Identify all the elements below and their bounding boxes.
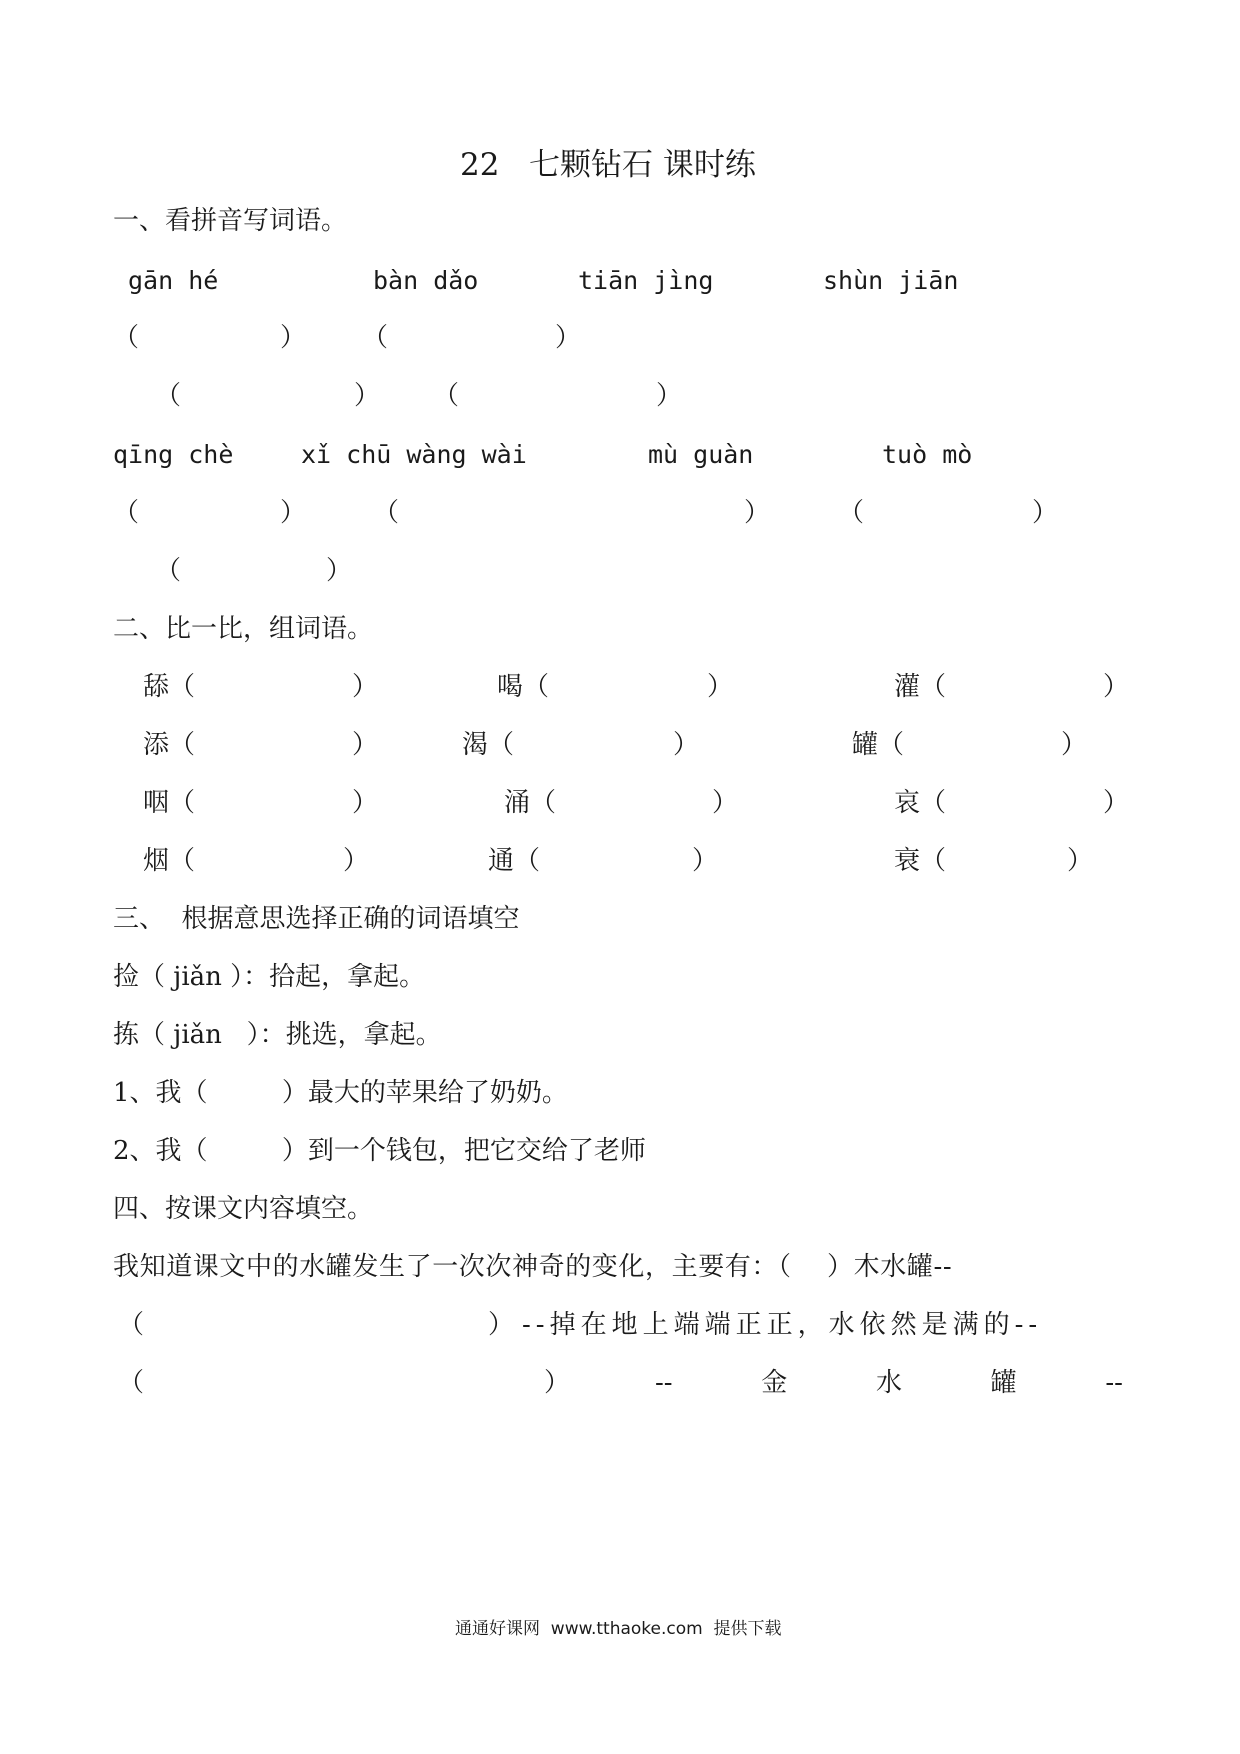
answer-blank-close: ）: [1061, 730, 1088, 760]
answer-blank-close: ）: [1103, 672, 1130, 702]
answer-blank-close: ）: [488, 1310, 515, 1340]
answer-blank[interactable]: （: [155, 381, 182, 411]
compare-char: 喝（: [497, 672, 550, 702]
answer-blank-close: ）: [1032, 498, 1059, 528]
footer-source: 通通好课网 www.tthaoke.com 提供下载: [455, 1619, 782, 1639]
answer-blank[interactable]: （: [155, 556, 182, 586]
answer-blank[interactable]: （: [113, 323, 140, 353]
answer-blank-close: ）: [555, 323, 582, 353]
pinyin-qing-che: qīng chè: [113, 440, 234, 469]
pinyin-xi-chu-wang-wai: xǐ chū wàng wài: [301, 440, 527, 469]
answer-blank[interactable]: （: [433, 381, 460, 411]
pinyin-shun-jian: shùn jiān: [823, 266, 959, 295]
answer-blank-close: ）: [343, 846, 370, 876]
answer-blank-close: ）: [280, 498, 307, 528]
compare-char: 舔（: [143, 672, 196, 702]
answer-blank[interactable]: （: [113, 498, 140, 528]
answer-blank[interactable]: （: [838, 498, 865, 528]
fill-question-1[interactable]: 1、我（ ）最大的苹果给了奶奶。: [113, 1078, 568, 1108]
definition-jian-pick-up: 捡（ jiǎn ）：拾起，拿起。: [113, 962, 426, 992]
fill-paragraph-line-1[interactable]: 我知道课文中的水罐发生了一次次神奇的变化，主要有：（ ）木水罐--: [113, 1252, 953, 1282]
section-4-heading: 四、按课文内容填空。: [113, 1194, 374, 1224]
fill-paragraph-line-2: --掉在地上端端正正，水依然是满的--: [522, 1310, 1043, 1340]
pinyin-ban-dao: bàn dǎo: [373, 266, 479, 295]
answer-blank[interactable]: （: [118, 1368, 145, 1398]
definition-jian-select: 拣（ jiǎn ）：挑选，拿起。: [113, 1020, 442, 1050]
pinyin-gan-he: gān hé: [128, 266, 219, 295]
section-3-heading: 三、 根据意思选择正确的词语填空: [113, 904, 520, 934]
answer-blank-close: ）: [1103, 788, 1130, 818]
answer-blank-close: ）: [352, 672, 379, 702]
compare-char: 涌（: [504, 788, 557, 818]
answer-blank[interactable]: （: [362, 323, 389, 353]
answer-blank-close: ）: [707, 672, 734, 702]
compare-char: 罐（: [852, 730, 905, 760]
answer-blank-close: ）: [354, 381, 381, 411]
compare-char: 哀（: [894, 788, 947, 818]
compare-char: 渴（: [462, 730, 515, 760]
fill-question-2[interactable]: 2、我（ ）到一个钱包，把它交给了老师: [113, 1136, 646, 1166]
answer-blank-close: ）: [712, 788, 739, 818]
answer-blank-close: ）: [280, 323, 307, 353]
page-title: 22 七颗钻石 课时练: [460, 147, 756, 183]
answer-blank-close: ）: [673, 730, 700, 760]
compare-char: 咽（: [143, 788, 196, 818]
line-3-part: --: [1105, 1368, 1123, 1398]
answer-blank-close: ）: [656, 381, 683, 411]
answer-blank-close: ）: [326, 556, 353, 586]
pinyin-tuo-mo: tuò mò: [882, 440, 973, 469]
compare-char: 烟（: [143, 846, 196, 876]
line-3-part: 罐: [990, 1368, 1017, 1398]
compare-char: 灌（: [894, 672, 947, 702]
answer-blank[interactable]: （: [373, 498, 400, 528]
answer-blank-close: ）: [744, 498, 771, 528]
line-3-part: 水: [875, 1368, 902, 1398]
answer-blank-close: ）: [1067, 846, 1094, 876]
line-3-part: 金: [761, 1368, 788, 1398]
answer-blank-close: ）: [692, 846, 719, 876]
fill-paragraph-line-3: [655, 1370, 1123, 1396]
answer-blank-close: ）: [352, 788, 379, 818]
compare-char: 通（: [488, 846, 541, 876]
pinyin-tian-jing: tiān jìng: [578, 266, 714, 295]
compare-char: 衰（: [894, 846, 947, 876]
pinyin-mu-guan: mù guàn: [648, 440, 754, 469]
answer-blank[interactable]: （: [118, 1310, 145, 1340]
section-1-heading: 一、看拼音写词语。: [113, 206, 348, 236]
section-2-heading: 二、比一比，组词语。: [113, 614, 374, 644]
compare-char: 添（: [143, 730, 196, 760]
answer-blank-close: ）: [544, 1368, 571, 1398]
answer-blank-close: ）: [352, 730, 379, 760]
line-3-part: --: [655, 1368, 673, 1398]
